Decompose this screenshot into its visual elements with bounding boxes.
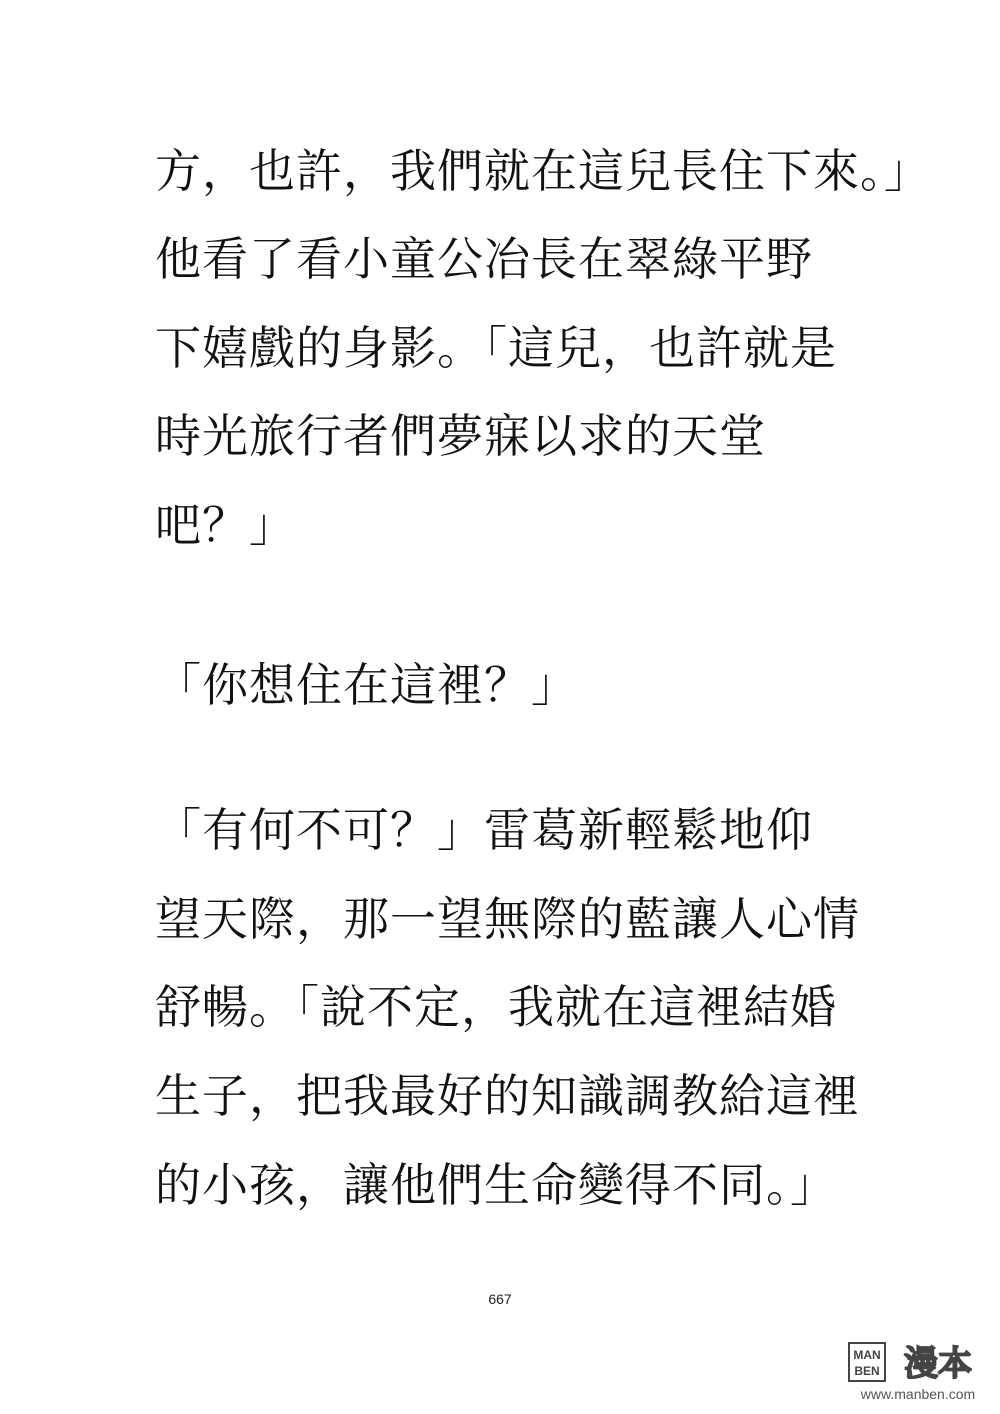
text-line-5: 吧？」	[155, 498, 296, 552]
text-line-3: 下嬉戲的身影。「這兒，也許就是	[155, 321, 837, 375]
text-line-10: 生子，把我最好的知識調教給這裡	[155, 1069, 860, 1123]
text-line-6: 「你想住在這裡？」	[155, 658, 578, 712]
watermark	[848, 1342, 988, 1406]
logo-sub-bottom: BEN	[854, 1364, 880, 1378]
text-line-2: 他看了看小童公冶長在翠綠平野	[155, 232, 813, 286]
logo-text: 漫本	[904, 1344, 972, 1382]
text-line-7: 「有何不可？」雷葛新輕鬆地仰	[155, 803, 813, 857]
text-line-4: 時光旅行者們夢寐以求的天堂	[155, 409, 766, 463]
watermark-url: www.manben.com	[860, 1386, 976, 1402]
text-line-8: 望天際，那一望無際的藍讓人心情	[155, 892, 860, 946]
logo-sub-top: MAN	[853, 1348, 881, 1362]
manben-logo-icon	[848, 1342, 986, 1382]
text-line-9: 舒暢。「說不定，我就在這裡結婚	[155, 980, 837, 1034]
text-line-11: 的小孩，讓他們生命變得不同。」	[155, 1158, 837, 1212]
text-line-1: 方，也許，我們就在這兒長住下來。」	[155, 144, 931, 198]
page-number: 667	[488, 1291, 512, 1307]
